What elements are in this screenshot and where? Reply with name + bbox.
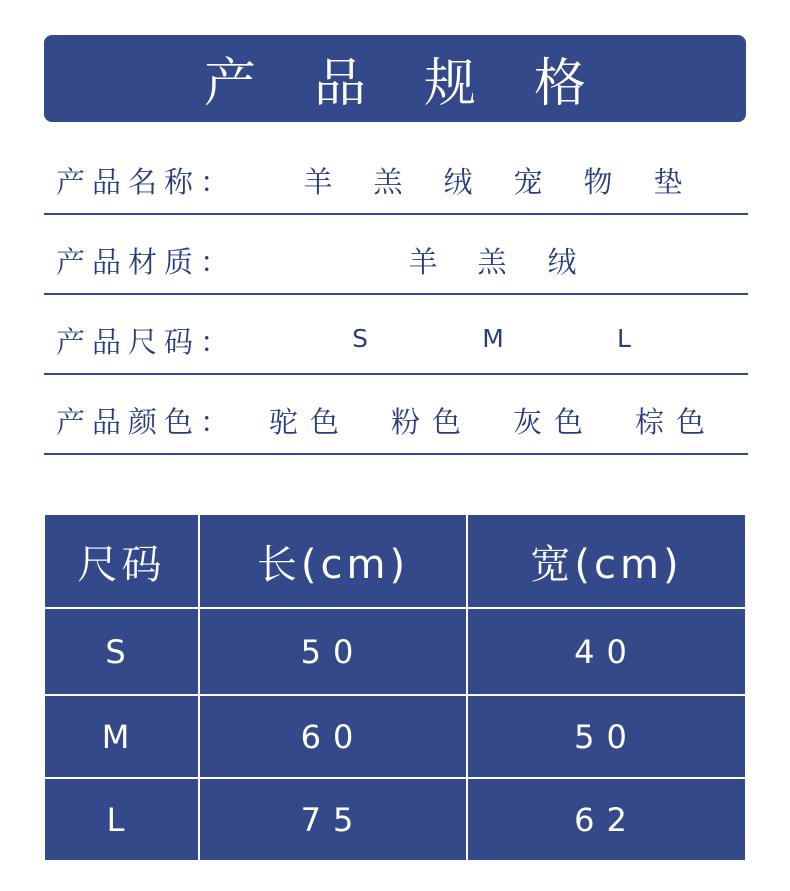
table-header-size: 尺码 bbox=[77, 541, 166, 588]
table-cell-size: M bbox=[101, 717, 142, 756]
table-header-length: 长(cm) bbox=[256, 541, 410, 588]
spec-label: 产品名称： bbox=[56, 165, 237, 199]
spec-row-size bbox=[44, 295, 748, 375]
spec-value: 羊 bbox=[303, 165, 333, 199]
spec-banner bbox=[44, 35, 746, 122]
spec-value: 灰色 bbox=[512, 405, 596, 439]
table-cell-width: 50 bbox=[574, 717, 639, 756]
spec-value: 羔 bbox=[477, 245, 507, 279]
spec-value: 物 bbox=[583, 165, 613, 199]
spec-value: 粉色 bbox=[390, 405, 474, 439]
spec-row-color bbox=[44, 375, 748, 455]
spec-value: M bbox=[482, 324, 504, 353]
spec-value: 垫 bbox=[653, 165, 683, 199]
table-cell-length: 50 bbox=[300, 632, 366, 671]
spec-value: 棕色 bbox=[634, 405, 718, 439]
table-cell-size: L bbox=[106, 800, 137, 839]
spec-value: 绒 bbox=[547, 245, 577, 279]
spec-value: 羊 bbox=[408, 245, 438, 279]
spec-value: S bbox=[352, 324, 368, 353]
table-cell-size: S bbox=[105, 632, 138, 671]
spec-value: 驼色 bbox=[268, 405, 352, 439]
page-title: 产品规格 bbox=[203, 54, 644, 114]
table-cell-width: 40 bbox=[574, 632, 639, 671]
spec-value: L bbox=[617, 324, 631, 353]
spec-value: 宠 bbox=[513, 165, 543, 199]
table-cell-length: 60 bbox=[300, 717, 366, 756]
size-table bbox=[45, 515, 745, 860]
spec-value: 绒 bbox=[443, 165, 473, 199]
table-cell-width: 62 bbox=[574, 800, 639, 839]
spec-label: 产品尺码： bbox=[56, 325, 237, 359]
spec-row-material bbox=[44, 215, 748, 295]
table-header-width: 宽(cm) bbox=[530, 541, 683, 588]
table-cell-length: 75 bbox=[300, 800, 366, 839]
spec-label: 产品材质： bbox=[56, 245, 237, 279]
spec-row-name bbox=[44, 135, 748, 215]
spec-label: 产品颜色： bbox=[56, 405, 237, 439]
spec-value: 羔 bbox=[373, 165, 403, 199]
